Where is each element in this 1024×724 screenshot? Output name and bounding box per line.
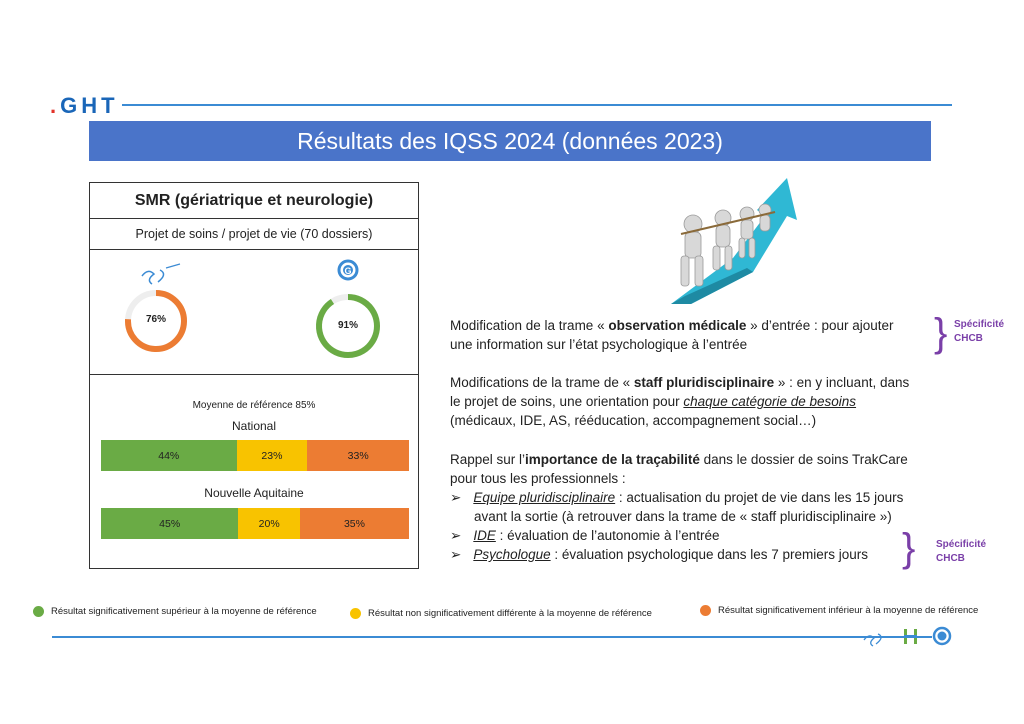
legend-item-inferior: Résultat significativement inférieur à la moyenne de référence <box>700 605 978 616</box>
national-green-segment: 44% <box>101 440 237 471</box>
swirl-logo <box>864 634 881 646</box>
footer-divider <box>52 636 932 638</box>
national-bar <box>101 440 409 471</box>
bullet-ide: ➢ IDE : évaluation de l’autonomie à l’entrée <box>450 528 720 543</box>
footer-logos <box>860 624 956 648</box>
g-circle-logo <box>934 628 950 644</box>
national-label: National <box>231 419 277 433</box>
arrow-bullet-icon: ➢ <box>450 490 462 505</box>
smr-results-panel <box>89 182 419 569</box>
h-logo <box>904 629 917 644</box>
comparison-area <box>90 375 418 570</box>
aquitaine-bar <box>101 508 409 539</box>
teamwork-arrow-illustration <box>667 176 801 306</box>
brace-icon: } <box>934 311 948 355</box>
aquitaine-label: Nouvelle Aquitaine <box>204 486 304 500</box>
aquitaine-yellow-segment: 20% <box>238 508 300 539</box>
legend-item-neutral: Résultat non significativement différente à la moyenne de référence <box>350 608 652 619</box>
national-orange-segment: 33% <box>307 440 409 471</box>
national-yellow-segment: 23% <box>237 440 308 471</box>
arrow-bullet-icon: ➢ <box>450 547 462 562</box>
ght-logo: .GHT <box>50 93 119 118</box>
orange-dot-icon <box>700 605 711 616</box>
green-dot-icon <box>33 606 44 617</box>
swirl-logo <box>142 264 180 284</box>
specificite-note-2: Spécificité CHCB <box>936 539 987 564</box>
bullet-equipe: ➢ Equipe pluridisciplinaire : actualisation du projet de vie dans les 15 jours <box>450 490 904 505</box>
yellow-dot-icon <box>350 608 361 619</box>
page-title: Résultats des IQSS 2024 (données 2023) <box>89 121 931 161</box>
g-circle-logo <box>339 261 357 279</box>
gauges-area <box>90 250 418 375</box>
specificite-note-1: Spécificité CHCB <box>954 319 1005 344</box>
brace-icon: } <box>902 526 916 570</box>
aquitaine-green-segment: 45% <box>101 508 238 539</box>
paragraph-staff: Modifications de la trame de « staff pluridisciplinaire » : en y incluant, dans le projet de soins, une orientation pour chaque catégorie de besoins (médicaux, IDE, AS, rééducation, accompagnement social…) <box>450 375 910 428</box>
panel-title: SMR (gériatrique et neurologie) <box>90 183 418 219</box>
header-divider <box>122 104 952 106</box>
aquitaine-orange-segment: 35% <box>300 508 409 539</box>
bullet-psychologue: ➢ Psychologue : évaluation psychologique dans les 7 premiers jours <box>450 547 869 562</box>
paragraph-tracabilite: Rappel sur l’importance de la traçabilité dans le dossier de soins TrakCare pour tous les professionnels : ➢ Equipe pluridisciplinaire : actualisation du projet de vie dans les 15 jours avant la sortie (à retrouver dans la trame de « staff pluridisciplinaire ») ➢ IDE : évaluation de l’autonomie à l’entrée ➢ Psychologue : évaluation psychologique dans les 7 premiers jours <box>450 452 908 562</box>
arrow-bullet-icon: ➢ <box>450 528 462 543</box>
svg-text:G: G <box>344 266 352 276</box>
reference-average: Moyenne de référence 85% <box>192 400 316 411</box>
panel-subtitle: Projet de soins / projet de vie (70 dossiers) <box>90 219 418 250</box>
gauge-1-value: 76% <box>145 314 166 325</box>
legend-item-superior: Résultat significativement supérieur à la moyenne de référence <box>33 606 317 617</box>
gauge-2-value: 91% <box>337 320 358 331</box>
paragraph-observation: Modification de la trame « observation médicale » d’entrée : pour ajouter une information sur l’état psychologique à l’entrée <box>450 318 894 352</box>
